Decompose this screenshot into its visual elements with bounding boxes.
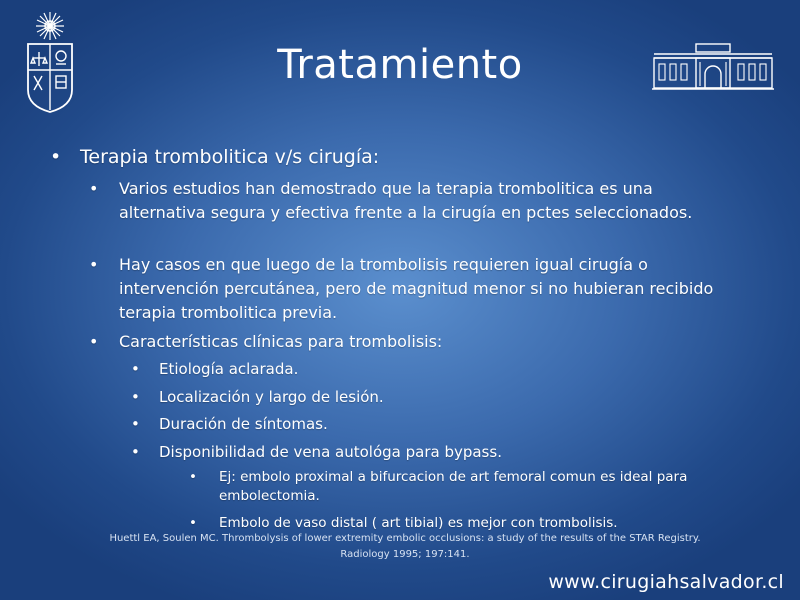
citation	[60, 531, 750, 563]
bullet-text: Duración de síntomas.	[159, 415, 328, 433]
bullet-marker: •	[131, 415, 140, 433]
bullet-marker: •	[50, 146, 62, 168]
website-url: www.cirugiahsalvador.cl	[548, 571, 784, 593]
bullet-text: Terapia trombolitica v/s cirugía:	[80, 146, 380, 168]
bullet-marker: •	[189, 515, 197, 531]
bullet-item-level3	[131, 440, 739, 464]
slide-title: Tratamiento	[277, 42, 523, 88]
citation-line2: Radiology 1995; 197:141.	[340, 549, 470, 560]
bullet-item-level2	[89, 253, 729, 325]
bullet-marker: •	[89, 179, 99, 198]
bullet-text: Ej: embolo proximal a bifurcacion de art femoral comun es ideal para embolectomia.	[219, 469, 688, 504]
bullet-item-level3	[131, 385, 739, 409]
bullet-item-level1	[50, 146, 760, 168]
bullet-text: Varios estudios han demostrado que la terapia trombolitica es una alternativa segura y efectiva frente a la cirugía en pctes seleccionados.	[119, 179, 693, 222]
bullet-item-level2	[89, 330, 729, 354]
bullet-text: Etiología aclarada.	[159, 360, 299, 378]
bullet-item-level3	[131, 357, 739, 381]
bullet-item-level4	[189, 468, 759, 506]
bullet-text: Localización y largo de lesión.	[159, 388, 384, 406]
bullet-marker: •	[89, 255, 99, 274]
bullet-marker: •	[131, 388, 140, 406]
bullet-text: Características clínicas para trombolisis:	[119, 332, 443, 351]
bullet-marker: •	[131, 360, 140, 378]
bullet-item-level2	[89, 177, 729, 225]
bullet-marker: •	[89, 332, 99, 351]
bullet-text: Disponibilidad de vena autológa para bypass.	[159, 443, 502, 461]
citation-line1: Huettl EA, Soulen MC. Thrombolysis of lower extremity embolic occlusions: a study of the results of the STAR Registry.	[109, 533, 701, 544]
bullet-text: Hay casos en que luego de la trombolisis requieren igual cirugía o intervención percutánea, pero de magnitud menor si no hubieran recibido terapia trombolitica previa.	[119, 255, 714, 322]
bullet-item-level3	[131, 412, 739, 436]
bullet-text: Embolo de vaso distal ( art tibial) es mejor con trombolisis.	[219, 515, 618, 531]
bullet-marker: •	[131, 443, 140, 461]
bullet-marker: •	[189, 469, 197, 485]
